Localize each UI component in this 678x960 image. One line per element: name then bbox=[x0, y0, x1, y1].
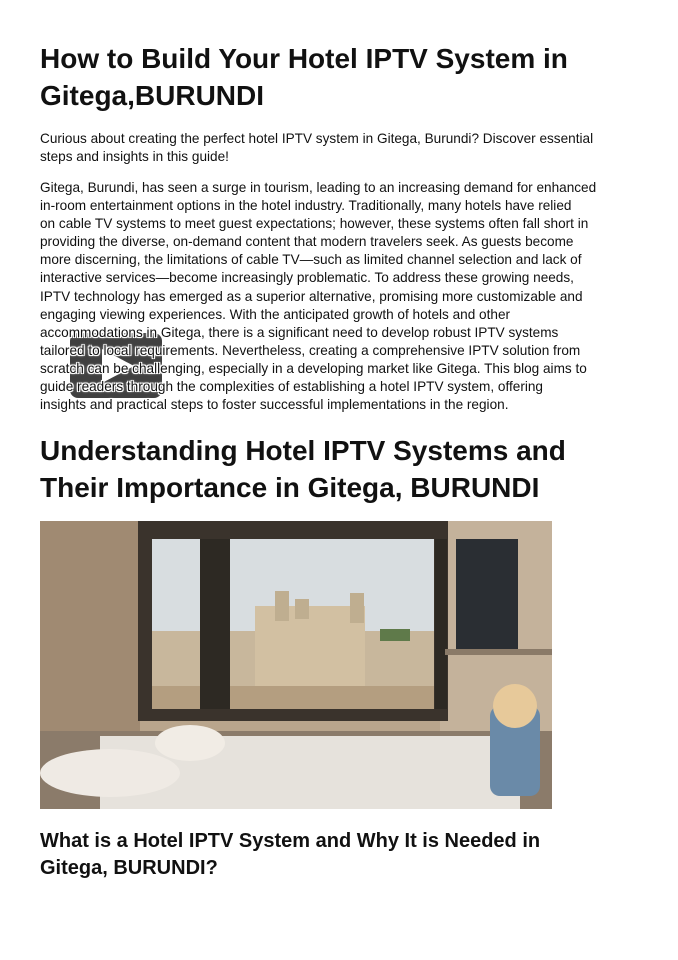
body-line: scratch can be challenging, especially in a developing market like Gitega. This blog aims to bbox=[40, 360, 587, 376]
section-heading bbox=[40, 432, 566, 506]
body-line: guide readers through the complexities of establishing a hotel IPTV system, offering bbox=[40, 379, 543, 395]
subheading-line: Gitega, BURUNDI? bbox=[40, 857, 218, 879]
hotel-room-photo bbox=[40, 521, 552, 809]
subheading bbox=[40, 828, 540, 882]
intro-line: steps and insights in this guide! bbox=[40, 149, 229, 164]
body-line: more discerning, the limitations of cable TV—such as limited channel selection and lack of bbox=[40, 252, 582, 268]
title-line: How to Build Your Hotel IPTV System in bbox=[40, 43, 568, 74]
title-line: Gitega,BURUNDI bbox=[40, 80, 265, 111]
body-line: Gitega, Burundi, has seen a surge in tourism, leading to an increasing demand for enhanced bbox=[40, 180, 597, 195]
body-line: engaging viewing experiences. With the anticipated growth of hotels and other bbox=[40, 306, 511, 322]
body-paragraph bbox=[40, 179, 596, 414]
body-line: accommodations in Gitega, there is a significant need to develop robust IPTV systems bbox=[40, 324, 559, 340]
body-line: on cable TV systems to meet guest expectations; however, these systems often fall short in bbox=[40, 216, 589, 232]
body-line: interactive services—become increasingly problematic. To address these growing needs, bbox=[40, 270, 574, 286]
section-heading-line: Understanding Hotel IPTV Systems and bbox=[40, 435, 566, 466]
intro-line: Curious about creating the perfect hotel IPTV system in Gitega, Burundi? Discover essential bbox=[40, 131, 594, 146]
body-line: providing the diverse, on-demand content that modern travelers seek. As guests become bbox=[40, 234, 574, 250]
intro-paragraph bbox=[40, 130, 593, 166]
body-line: tailored to local requirements. Nevertheless, creating a comprehensive IPTV solution from bbox=[40, 342, 581, 358]
body-line: IPTV technology has emerged as a superior alternative, promising more customizable and bbox=[40, 288, 583, 304]
body-line: insights and practical steps to foster successful implementations in the region. bbox=[40, 397, 509, 413]
body-line: in-room entertainment options in the hotel industry. Traditionally, many hotels have relied bbox=[40, 198, 572, 214]
subheading-line: What is a Hotel IPTV System and Why It is Needed in bbox=[40, 830, 541, 852]
section-heading-line: Their Importance in Gitega, BURUNDI bbox=[40, 472, 540, 503]
page-title bbox=[40, 40, 568, 114]
